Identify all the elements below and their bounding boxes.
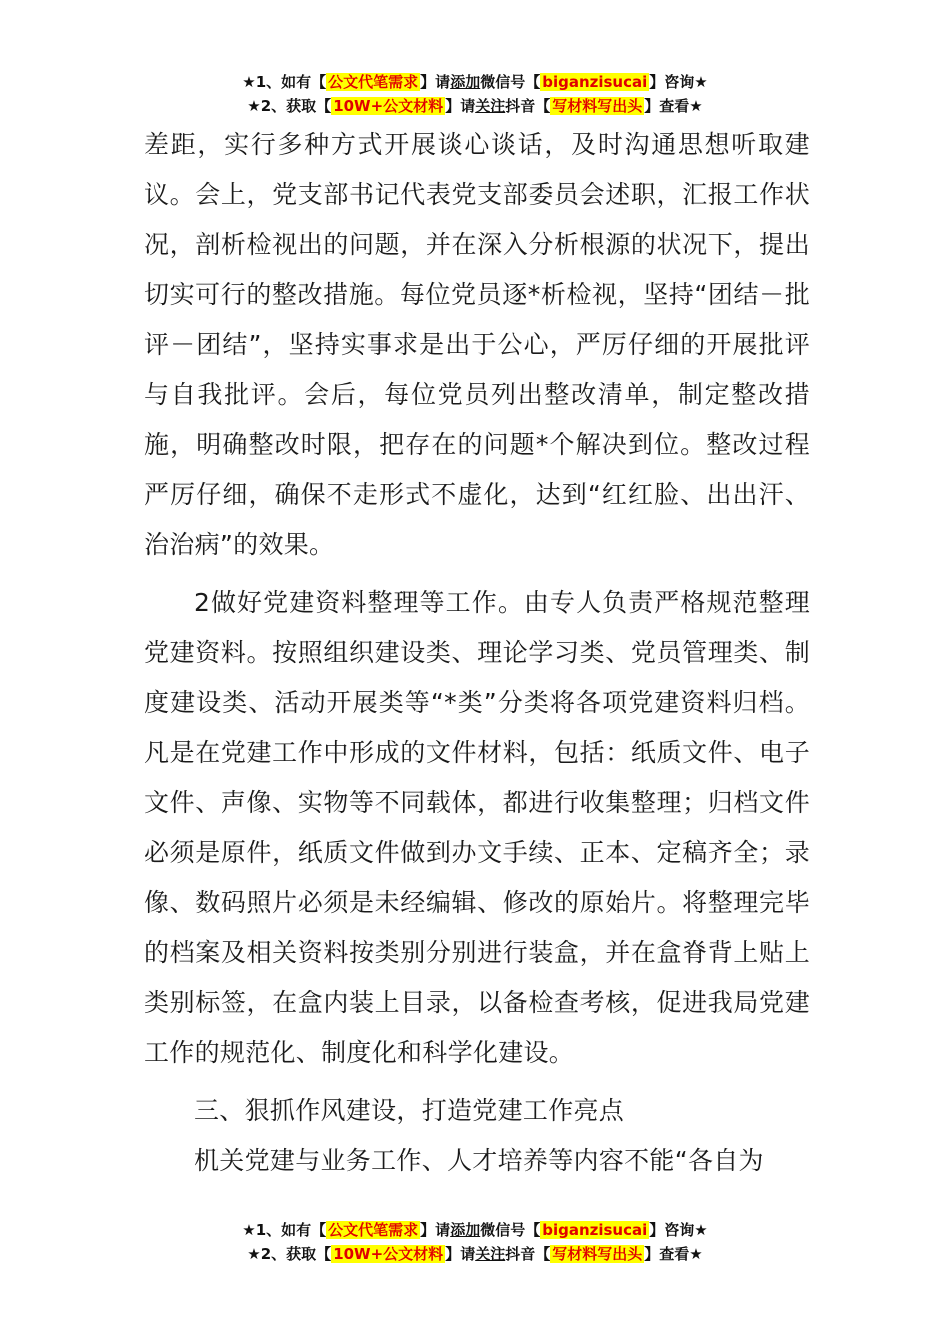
document-body	[144, 120, 810, 1186]
banner-line-1: ★1、如有【 公文代笔需求 】请添加微信号【 biganzisucai 】咨询★	[242, 73, 708, 91]
douyin-id: 写材料写出头	[552, 1245, 643, 1263]
highlight-text: 公文代笔需求	[328, 1221, 419, 1239]
paragraph: 2做好党建资料整理等工作。由专人负责严格规范整理党建资料。按照组织建设类、理论学习类、党员管理类、制度建设类、活动开展类等“*类”分类将各项党建资料归档。凡是在党建工作中形成的文件材料，包括：纸质文件、电子文件、声像、实物等不同载体，都进行收集整理；归档文件必须是原件，纸质文件做到办文手续、正本、定稿齐全；录像、数码照片必须是未经编辑、修改的原始片。将整理完毕的档案及相关资料按类别分别进行装盒，并在盒脊背上贴上类别标签，在盒内装上目录，以备检查考核，促进我局党建工作的规范化、制度化和科学化建设。	[144, 588, 810, 1067]
banner-line-2: ★2、获取【 10W+公文材料 】请关注抖音【 写材料写出头 】查看★	[247, 97, 703, 115]
banner-line-1: ★1、如有【 公文代笔需求 】请添加微信号【 biganzisucai 】咨询★	[242, 1221, 708, 1239]
header-banner	[0, 70, 950, 118]
footer-banner	[0, 1218, 950, 1266]
section-heading: 三、狠抓作风建设，打造党建工作亮点	[194, 1096, 625, 1125]
paragraph: 机关党建与业务工作、人才培养等内容不能“各自为	[194, 1146, 764, 1175]
wechat-id: biganzisucai	[542, 73, 648, 91]
banner-line-2: ★2、获取【 10W+公文材料 】请关注抖音【 写材料写出头 】查看★	[247, 1245, 703, 1263]
highlight-text: 公文代笔需求	[328, 73, 419, 91]
douyin-id: 写材料写出头	[552, 97, 643, 115]
paragraph: 差距，实行多种方式开展谈心谈话，及时沟通思想听取建议。会上，党支部书记代表党支部委员会述职，汇报工作状况，剖析检视出的问题，并在深入分析根源的状况下，提出切实可行的整改措施。每位党员逐*析检视，坚持“团结－批评－团结”，坚持实事求是出于公心，严厉仔细的开展批评与自我批评。会后，每位党员列出整改清单，制定整改措施，明确整改时限，把存在的问题*个解决到位。整改过程严厉仔细，确保不走形式不虚化，达到“红红脸、出出汗、治治病”的效果。	[144, 130, 810, 559]
highlight-text: 10W+公文材料	[333, 1245, 444, 1263]
highlight-text: 10W+公文材料	[333, 97, 444, 115]
wechat-id: biganzisucai	[542, 1221, 648, 1239]
